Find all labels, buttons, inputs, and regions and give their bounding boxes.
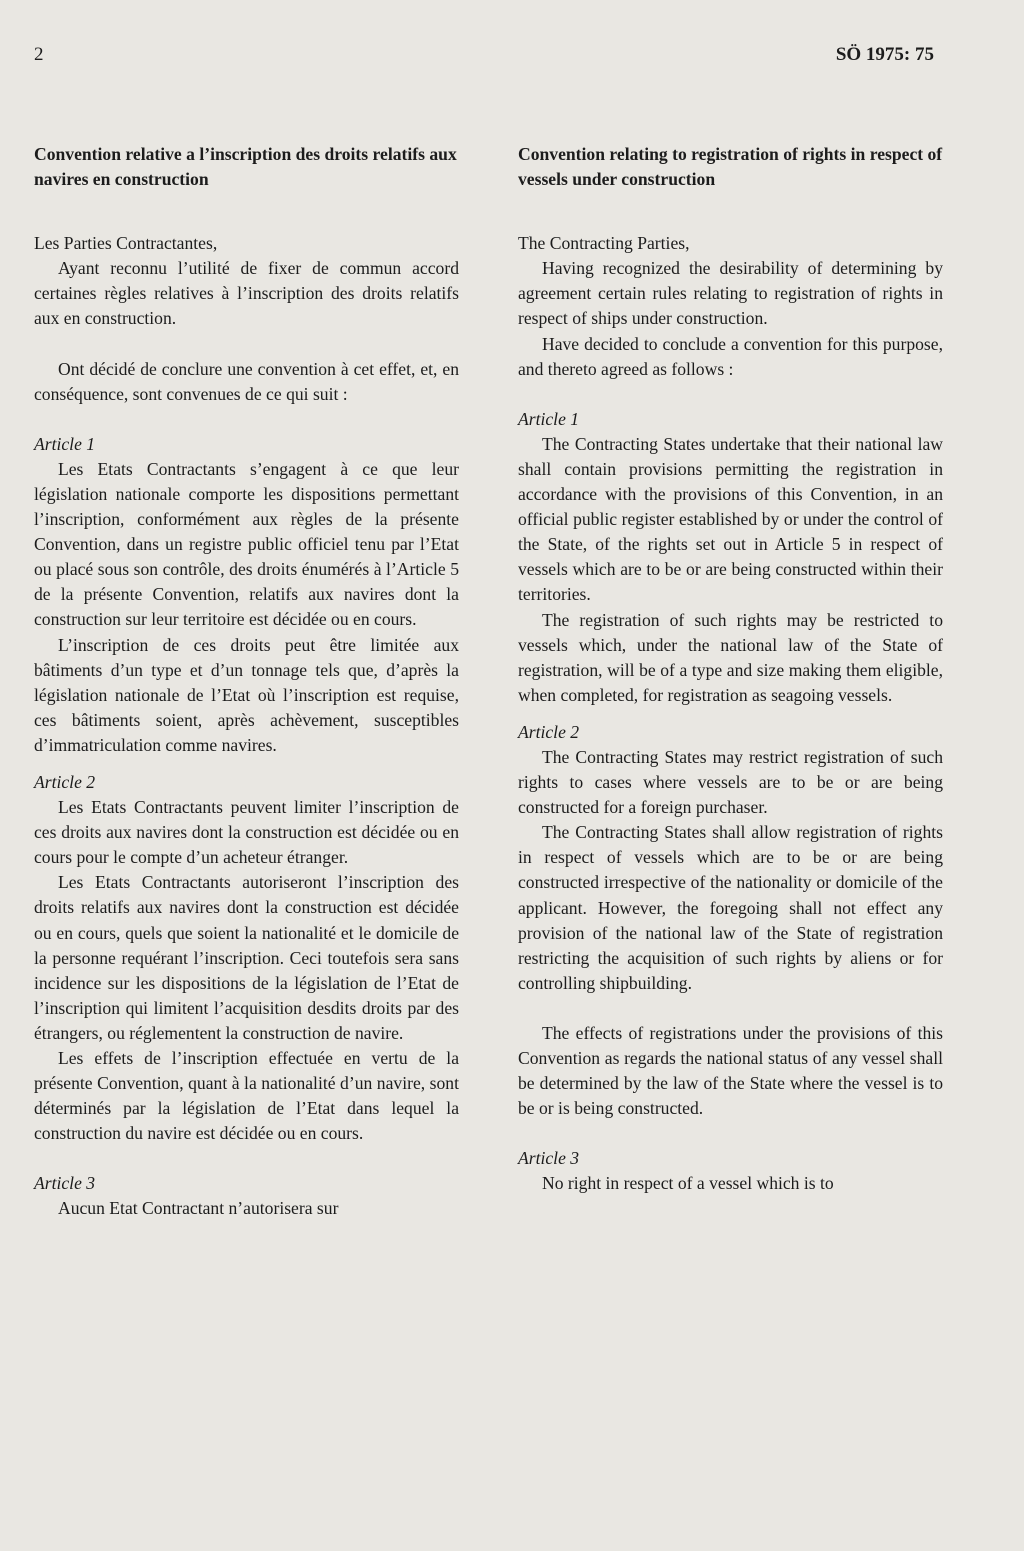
french-article2-heading: Article 2 bbox=[34, 771, 96, 792]
english-article3-paragraph-1: No right in respect of a vessel which is to bbox=[542, 1173, 834, 1194]
english-article1-paragraph-1: The Contracting States undertake that their national law shall contain provisions permitting the registration in accordance with the provisions of this Convention, in an official public register established by or under the control of the State, of the rights set out in Article 5 in respect of vessels which are to be or are being constructed within their territories. bbox=[518, 433, 943, 605]
french-title: Convention relative a l’inscription des droits relatifs aux navires en construction bbox=[34, 144, 457, 190]
document-reference: SÖ 1975: 75 bbox=[835, 44, 934, 65]
english-article2-paragraph-1: The Contracting States may restrict registration of such rights to cases where vessels are to be or are being constructed for a foreign purchaser. bbox=[518, 746, 943, 818]
french-article2-paragraph-2: Les Etats Contractants autoriseront l’inscription des droits relatifs aux navires dont la construction est décidée ou en cours, quels que soient la nationalité et le domicile de la personne requérant l’inscription. Ceci toutefois sera sans incidence sur les dispositions de la législation de l’Etat de l’inscription qui limitent l’acquisition desdits droits par des étrangers, ou réglementent la construction de navire. bbox=[34, 872, 459, 1043]
english-article1-heading: Article 1 bbox=[518, 408, 580, 429]
french-preamble: Ayant reconnu l’utilité de fixer de commun accord certaines règles relatives à l’inscription des droits relatifs aux en construction. bbox=[34, 258, 459, 329]
french-article2-paragraph-1: Les Etats Contractants peuvent limiter l’inscription de ces droits aux navires dont la construction est décidée ou en cours pour le compte d’un acheteur étranger. bbox=[34, 797, 459, 868]
french-article1-heading: Article 1 bbox=[34, 433, 96, 454]
english-article1-paragraph-2: The registration of such rights may be restricted to vessels which, under the national law of the State of registration, will be of a type and size making them eligible, when completed, for registration as seagoing vessels. bbox=[518, 609, 943, 705]
french-article3-paragraph-1: Aucun Etat Contractant n’autorisera sur bbox=[58, 1198, 339, 1219]
english-parties: The Contracting Parties, bbox=[518, 233, 690, 254]
english-article3-heading: Article 3 bbox=[518, 1148, 580, 1169]
french-parties: Les Parties Contractantes, bbox=[34, 233, 218, 254]
french-column bbox=[34, 142, 459, 1222]
english-article2-paragraph-3: The effects of registrations under the provisions of this Convention as regards the national status of any vessel shall be determined by the law of the State where the vessel is to be or is being constructed. bbox=[518, 1022, 943, 1119]
english-decision: Have decided to conclude a convention for this purpose, and thereto agreed as follows : bbox=[518, 333, 943, 379]
english-title: Convention relating to registration of rights in respect of vessels under construction bbox=[518, 144, 943, 190]
english-article2-paragraph-2: The Contracting States shall allow registration of rights in respect of vessels which are to be or are being constructed irrespective of the nationality or domicile of the applicant. However, the foregoing shall not effect any provision of the national law of the State of registration restricting the acquisition of such rights by aliens or for controlling shipbuilding. bbox=[518, 822, 943, 993]
page-number: 2 bbox=[34, 44, 44, 65]
english-column bbox=[518, 142, 943, 1196]
french-decision: Ont décidé de conclure une convention à cet effet, et, en conséquence, sont convenues de ce qui suit : bbox=[34, 358, 459, 404]
french-article1-paragraph-2: L’inscription de ces droits peut être limitée aux bâtiments d’un type et d’un tonnage tels que, d’après la législation nationale de l’Etat où l’inscription est requise, ces bâtiments soient, après achèvement, susceptibles d’immatriculation comme navires. bbox=[34, 634, 459, 755]
english-article2-heading: Article 2 bbox=[518, 721, 580, 742]
french-article3-heading: Article 3 bbox=[34, 1173, 96, 1194]
french-article1-paragraph-1: Les Etats Contractants s’engagent à ce que leur législation nationale comporte les dispositions permettant l’inscription, conformément aux règles de la présente Convention, dans un registre public officiel tenu par l’Etat ou placé sous son contrôle, des droits énumérés à l’Article 5 de la présente Convention, relatifs aux navires dont la construction sur leur territoire est décidée ou en cours. bbox=[34, 458, 459, 630]
english-preamble: Having recognized the desirability of determining by agreement certain rules relating to registration of rights in respect of ships under construction. bbox=[518, 258, 943, 329]
french-article2-paragraph-3: Les effets de l’inscription effectuée en vertu de la présente Convention, quant à la nationalité d’un navire, sont déterminés par la législation de l’Etat dans lequel la construction du navire est décidée ou en cours. bbox=[34, 1048, 459, 1144]
